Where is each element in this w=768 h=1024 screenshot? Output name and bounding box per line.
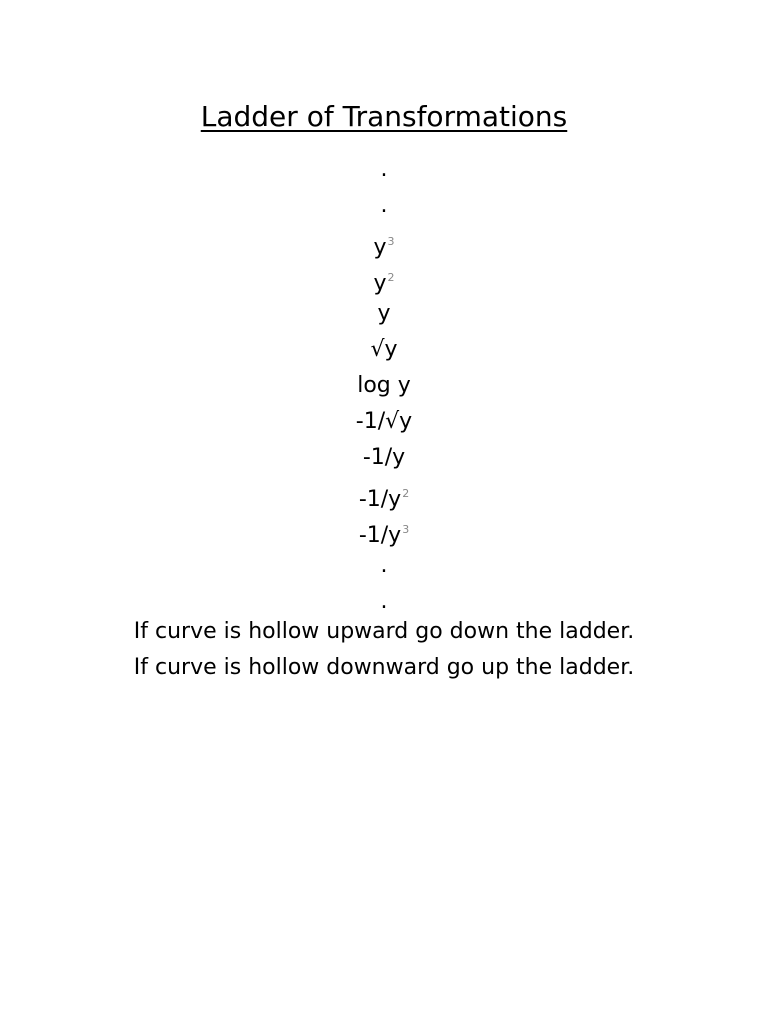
ladder-rung-log-y xyxy=(0,368,768,404)
ladder-rung-text: -1/y xyxy=(358,523,402,548)
ladder-rung-sqrt-y xyxy=(0,332,768,368)
ladder-rung-exponent: 3 xyxy=(387,235,395,248)
ladder-rung-neg-inv-sqrt-y xyxy=(0,404,768,440)
ladder-rung-y-cubed xyxy=(0,224,768,260)
ladder-rung-dot-top-2 xyxy=(0,188,768,224)
transformation-ladder xyxy=(0,152,768,620)
ladder-rung-neg-inv-y xyxy=(0,440,768,476)
ladder-rung-exponent: 2 xyxy=(387,271,395,284)
ladder-rung-text: -1/y xyxy=(362,445,406,470)
ladder-rung-neg-inv-y-squared xyxy=(0,476,768,512)
ladder-rung-text: y xyxy=(373,271,387,296)
ladder-rung-text: -1/√y xyxy=(355,409,413,434)
instruction-hollow-downward: If curve is hollow downward go up the ladder. xyxy=(133,655,635,680)
instruction-hollow-upward: If curve is hollow upward go down the ladder. xyxy=(133,619,635,644)
ladder-rung-y-squared xyxy=(0,260,768,296)
ladder-rung-exponent: 3 xyxy=(402,523,410,536)
ladder-rung-text: -1/y xyxy=(358,487,402,512)
ladder-rung-text: . xyxy=(380,157,388,182)
ladder-rung-text: . xyxy=(380,553,388,578)
instructions xyxy=(0,614,768,686)
page-title xyxy=(0,97,768,137)
ladder-rung-text: . xyxy=(380,193,388,218)
ladder-rung-text: . xyxy=(380,589,388,614)
ladder-rung-neg-inv-y-cubed xyxy=(0,512,768,548)
ladder-rung-y xyxy=(0,296,768,332)
ladder-rung-text: y xyxy=(377,301,391,326)
ladder-rung-text: log y xyxy=(357,373,411,398)
page-title-text: Ladder of Transformations xyxy=(200,100,568,133)
ladder-rung-text: √y xyxy=(370,337,398,362)
ladder-rung-text: y xyxy=(373,235,387,260)
ladder-rung-dot-top-1 xyxy=(0,152,768,188)
ladder-rung-exponent: 2 xyxy=(402,487,410,500)
ladder-rung-dot-bottom-1 xyxy=(0,548,768,584)
